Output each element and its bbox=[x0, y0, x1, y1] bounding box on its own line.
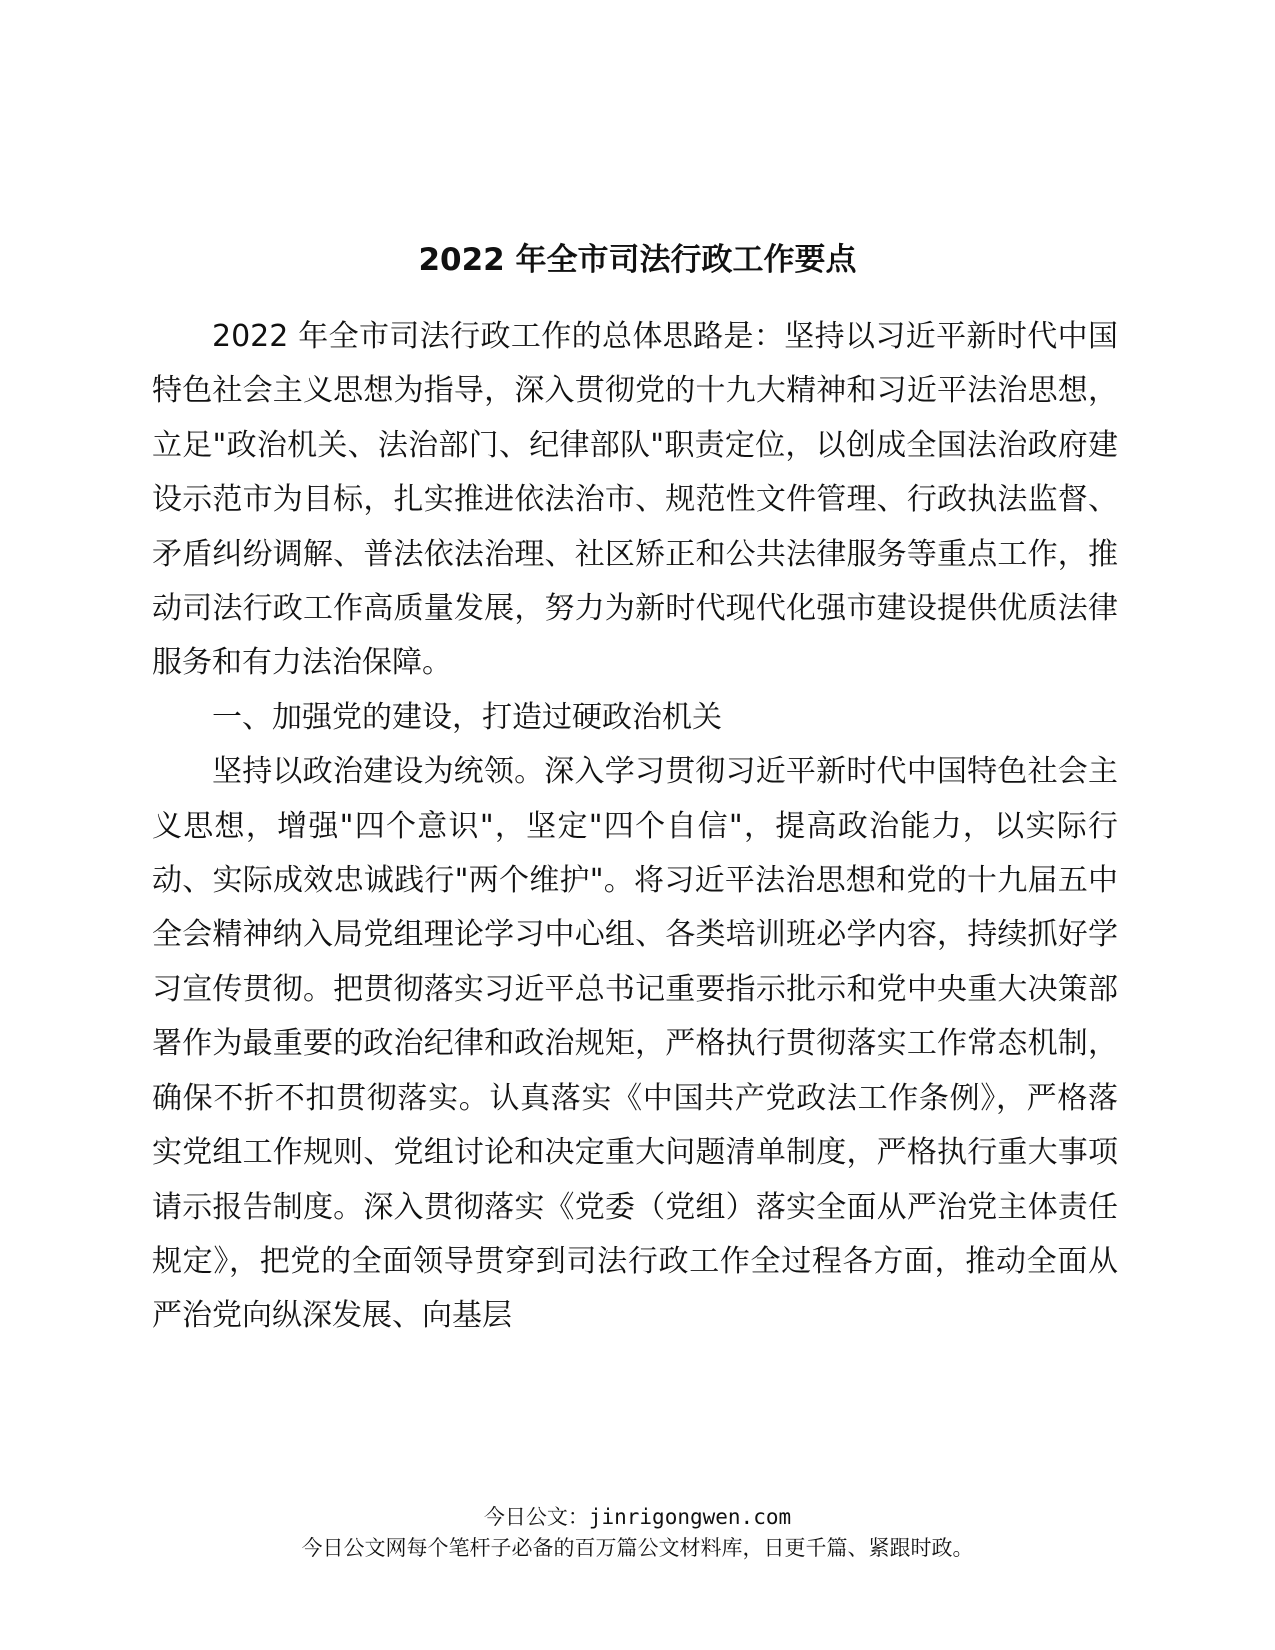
document-title: 2022 年全市司法行政工作要点 bbox=[418, 242, 857, 278]
footer-slogan: 今日公文网每个笔杆子必备的百万篇公文材料库，日更千篇、紧跟时政。 bbox=[301, 1536, 974, 1560]
page-footer bbox=[0, 1502, 1275, 1564]
body-paragraph: 坚持以政治建设为统领。深入学习贯彻习近平新时代中国特色社会主义思想，增强"四个意识"，坚定"四个自信"，提高政治能力，以实际行动、实际成效忠诚践行"两个维护"。将习近平法治思想和党的十九届五中全会精神纳入局党组理论学习中心组、各类培训班必学内容，持续抓好学习宣传贯彻。把贯彻落实习近平总书记重要指示批示和党中央重大决策部署作为最重要的政治纪律和政治规矩，严格执行贯彻落实工作常态机制，确保不折不扣贯彻落实。认真落实《中国共产党政法工作条例》，严格落实党组工作规则、党组讨论和决定重大问题清单制度，严格执行重大事项请示报告制度。深入贯彻落实《党委（党组）落实全面从严治党主体责任规定》，把党的全面领导贯穿到司法行政工作全过程各方面，推动全面从严治党向纵深发展、向基层 bbox=[152, 754, 1118, 1334]
document-body bbox=[152, 310, 1118, 1344]
intro-paragraph: 2022 年全市司法行政工作的总体思路是：坚持以习近平新时代中国特色社会主义思想为指导，深入贯彻党的十九大精神和习近平法治思想，立足"政治机关、法治部门、纪律部队"职责定位，以创成全国法治政府建设示范市为目标，扎实推进依法治市、规范性文件管理、行政执法监督、矛盾纠纷调解、普法依法治理、社区矫正和公共法律服务等重点工作，推动司法行政工作高质量发展，努力为新时代现代化强市建设提供优质法律服务和有力法治保障。 bbox=[152, 319, 1118, 681]
section-heading: 一、加强党的建设，打造过硬政治机关 bbox=[212, 699, 722, 735]
footer-site-link[interactable]: jinrigongwen.com bbox=[588, 1505, 792, 1529]
footer-source-label: 今日公文： bbox=[483, 1505, 589, 1529]
footer-source-line bbox=[0, 1502, 1275, 1533]
